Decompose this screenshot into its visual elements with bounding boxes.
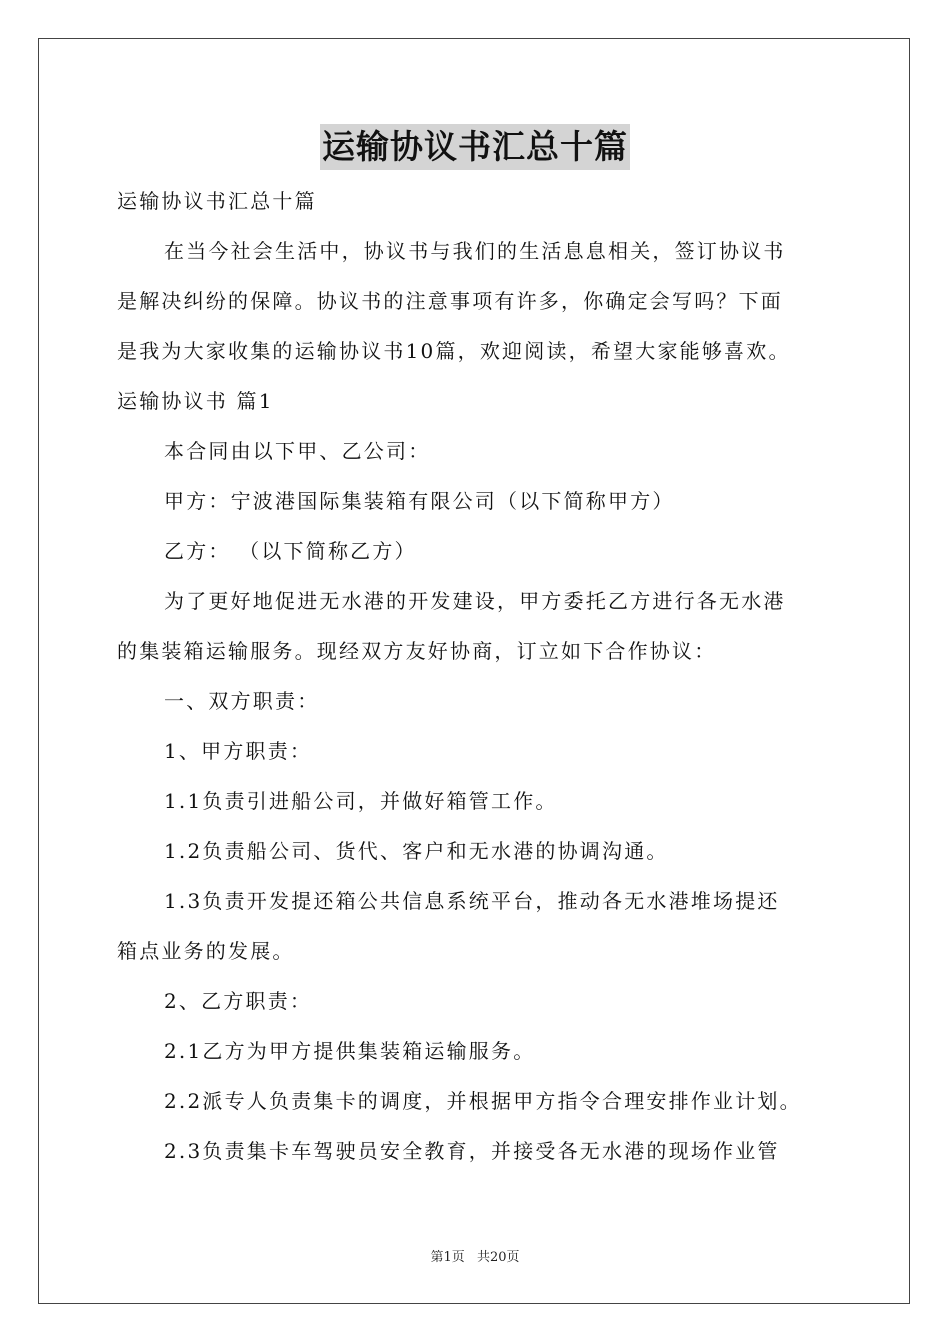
paragraph-line: 1.1负责引进船公司，并做好箱管工作。 (164, 789, 558, 813)
paragraph-line: 是我为大家收集的运输协议书10篇，欢迎阅读，希望大家能够喜欢。 (117, 339, 791, 363)
paragraph-line: 运输协议书 篇1 (117, 389, 274, 413)
paragraph-line: 2、乙方职责： (164, 989, 313, 1013)
page-number: 第1页 (430, 1250, 465, 1265)
page-footer (0, 1246, 950, 1265)
paragraph-line: 2.2派专人负责集卡的调度，并根据甲方指令合理安排作业计划。 (164, 1089, 802, 1113)
paragraph-line: 1.2负责船公司、货代、客户和无水港的协调沟通。 (164, 839, 669, 863)
paragraph-line: 乙方： （以下简称乙方） (164, 539, 417, 563)
document-title: 运输协议书汇总十篇 (320, 124, 630, 170)
paragraph-line: 本合同由以下甲、乙公司： (164, 439, 431, 463)
title-container (0, 124, 950, 170)
paragraph-line: 甲方：宁波港国际集装箱有限公司（以下简称甲方） (164, 489, 675, 513)
paragraph-line: 箱点业务的发展。 (117, 939, 295, 963)
paragraph-line: 1、甲方职责： (164, 739, 313, 763)
paragraph-line: 是解决纠纷的保障。协议书的注意事项有许多，你确定会写吗？下面 (117, 289, 783, 313)
paragraph-line: 一、双方职责： (164, 689, 320, 713)
page-total: 共20页 (476, 1250, 520, 1265)
paragraph-line: 的集装箱运输服务。现经双方友好协商，订立如下合作协议： (117, 639, 717, 663)
paragraph-line: 为了更好地促进无水港的开发建设，甲方委托乙方进行各无水港 (164, 589, 786, 613)
paragraph-line: 在当今社会生活中，协议书与我们的生活息息相关，签订协议书 (164, 239, 786, 263)
paragraph-line: 2.3负责集卡车驾驶员安全教育，并接受各无水港的现场作业管 (164, 1139, 780, 1163)
paragraph-line: 1.3负责开发提还箱公共信息系统平台，推动各无水港堆场提还 (164, 889, 780, 913)
paragraph-line: 运输协议书汇总十篇 (117, 189, 317, 213)
paragraph-line: 2.1乙方为甲方提供集装箱运输服务。 (164, 1039, 536, 1063)
document-body (117, 176, 839, 1176)
